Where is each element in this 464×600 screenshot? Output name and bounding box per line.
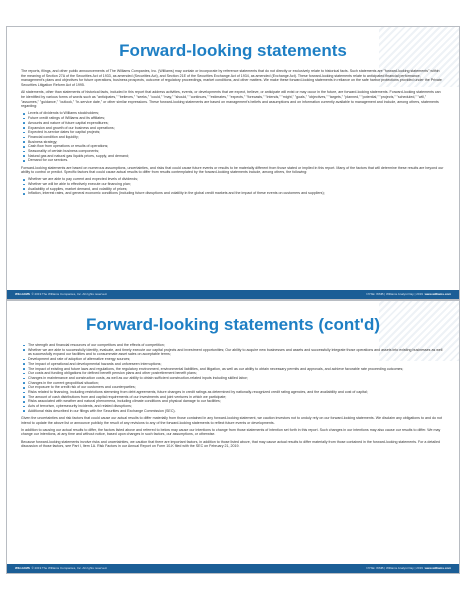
list-item: Additional risks described in our filings with the Securities and Exchange Commission (SEC). xyxy=(28,409,445,414)
bullet-list xyxy=(21,111,445,163)
list-item: The impact of operational and developmental hazards and unforeseen interruptions; xyxy=(28,362,445,367)
footer-copyright: © 2019 The Williams Companies, Inc. All rights reserved. xyxy=(31,566,108,570)
list-item: Our exposure to the credit risk of our customers and counterparties; xyxy=(28,385,445,390)
list-item: Our costs and funding obligations for defined benefit pension plans and other postretirement benefit plans; xyxy=(28,371,445,376)
paragraph: Given the uncertainties and risk factors that could cause our actual results to differ materially from those contained in any forward-looking statement, we caution investors not to unduly rely on our forward-looking statements. We disclaim any obligations to and do not intend to update the above list or announce publicly the result of any revisions to any of the forward-looking statements to reflect future events or developments. xyxy=(21,415,442,425)
footer-event: NYSE: WMB | Williams Analyst Day | 2019 xyxy=(366,292,423,296)
list-item: Demand for our services. xyxy=(28,158,445,163)
footer-right xyxy=(366,290,451,299)
footer-website: www.williams.com xyxy=(424,292,451,296)
list-item: Cash flow from operations or results of operations; xyxy=(28,144,445,149)
list-item: Changes in maintenance and construction costs, as well as our ability to obtain sufficient construction-related inputs including skilled labor; xyxy=(28,376,445,381)
list-item: Business strategy; xyxy=(28,140,445,145)
list-item: Acts of terrorism, cybersecurity incidents, and related disruptions; xyxy=(28,404,445,409)
list-item: Levels of dividends to Williams stockholders; xyxy=(28,111,445,116)
list-item: Risks related to financing, including restrictions stemming from debt agreements, future changes in credit ratings as determined by nationally-recognized credit rating agencies, and the availability and cost of capital; xyxy=(28,390,445,395)
list-item: Whether we will be able to effectively execute our financing plan; xyxy=(28,182,445,187)
list-item: Natural gas and natural gas liquids prices, supply, and demand; xyxy=(28,154,445,159)
footer-copyright: © 2019 The Williams Companies, Inc. All rights reserved. xyxy=(31,292,108,296)
footer-left xyxy=(15,564,107,573)
slide-body xyxy=(21,69,445,196)
paragraph: Because forward-looking statements involve risks and uncertainties, we caution that there are important factors, in addition to those listed above, that may cause actual results to differ materially from those contained in the forward-looking statements. For a detailed discussion of those factors, see Part I, Item 1A. Risk Factors in our Annual Report on Form 10-K filed with the SEC on February 21, 2019. xyxy=(21,439,441,449)
footer-brand: WILLIAMS xyxy=(15,566,30,570)
slide-forward-looking-statements xyxy=(6,26,460,300)
footer-left xyxy=(15,290,107,299)
slide-title: Forward-looking statements xyxy=(119,41,347,60)
list-item: Availability of supplies, market demand, and volatility of prices; xyxy=(28,187,445,192)
list-item: Inflation, interest rates, and general economic conditions (including future disruptions and volatility in the global credit markets and the impact of these events on customers and suppliers); xyxy=(28,191,445,196)
list-item: Changes in the current geopolitical situation; xyxy=(28,381,445,386)
slide-title: Forward-looking statements (cont'd) xyxy=(86,315,380,334)
slide-forward-looking-statements-contd xyxy=(6,300,460,574)
paragraph: In addition to causing our actual results to differ, the factors listed above and referred to below may cause our intentions to change from those statements of intention set forth in this report. Such changes in our intentions may also cause our results to differ. We may change our intentions, at any time and without notice, based upon changes in such factors, our assumptions, or otherwise. xyxy=(21,427,441,437)
list-item: The strength and financial resources of our competitors and the effects of competition; xyxy=(28,343,445,348)
list-item: Future credit ratings of Williams and its affiliates; xyxy=(28,116,445,121)
footer-event: NYSE: WMB | Williams Analyst Day | 2019 xyxy=(366,566,423,570)
slide-footer xyxy=(7,564,459,573)
slide-footer xyxy=(7,290,459,299)
list-item: Seasonality of certain business components; xyxy=(28,149,445,154)
list-item: Risks associated with weather and natural phenomena, including climate conditions and physical damage to our facilities; xyxy=(28,399,445,404)
list-item: Whether we are able to successfully identify, evaluate, and timely execute our capital projects and investment opportunities; Our ability to acquire new businesses and assets and successfully integrate those operations and assets into existing businesses as well as successfully expand our facilities and to consummate asset sales on acceptable terms; xyxy=(28,348,445,357)
list-item: Expected in-service dates for capital projects; xyxy=(28,130,445,135)
list-item: Amounts and nature of future capital expenditures; xyxy=(28,121,445,126)
bullet-list xyxy=(21,343,445,414)
footer-brand: WILLIAMS xyxy=(15,292,30,296)
footer-website: www.williams.com xyxy=(424,566,451,570)
slide-body xyxy=(21,343,445,449)
list-item: The impact of existing and future laws and regulations, the regulatory environment, environmental liabilities, and litigation, as well as our ability to obtain necessary permits and approvals, and achieve favorable rate proceeding outcomes; xyxy=(28,367,445,372)
footer-right xyxy=(366,564,451,573)
list-item: Whether we are able to pay current and expected levels of dividends; xyxy=(28,177,445,182)
list-item: Expansion and growth of our business and operations; xyxy=(28,126,445,131)
bullet-list xyxy=(21,177,445,196)
list-item: The amount of cash distributions from and capital requirements of our investments and joint ventures in which we participate; xyxy=(28,395,445,400)
list-item: Development and rate of adoption of alternative energy sources; xyxy=(28,357,445,362)
paragraph: The reports, filings, and other public announcements of The Williams Companies, Inc. (Williams) may contain or incorporate by reference statements that do not directly or exclusively relate to historical facts. Such statements are "forward-looking statements" within the meaning of Section 27A of the Securities Act of 1933, as amended (Securities Act), and Section 21E of the Securities Exchange Act of 1934, as amended (Exchange Act). These forward-looking statements relate to anticipated financial performance, management's plans and objectives for future operations, business prospects, outcome of regulatory proceedings, market conditions, and other matters. We make these forward-looking statements in reliance on the safe harbor protections provided under the Private Securities Litigation Reform Act of 1995. xyxy=(21,69,442,88)
paragraph: All statements, other than statements of historical facts, included in this report that address activities, events, or developments that we expect, believe, or anticipate will exist or may occur in the future, are forward-looking statements. Forward-looking statements can be identified by various forms of words such as "anticipates," "believes," "seeks," "could," "may," "should," "continues," "estimates," "expects," "forecasts," "intends," "might," "goals," "objectives," "targets," "planned," "potential," "projects," "scheduled," "will," "assumes," "guidance," "outlook," "in-service date," or other similar expressions. These forward-looking statements are based on management's beliefs and assumptions and on information currently available to management and include, among others, statements regarding: xyxy=(21,90,441,109)
list-item: Financial condition and liquidity; xyxy=(28,135,445,140)
paragraph: Forward-looking statements are based on numerous assumptions, uncertainties, and risks that could cause future events or results to be materially different from those stated or implied in this report. Many of the factors that will determine these results are beyond our ability to control or predict. Specific factors that could cause actual results to differ from results contemplated by the forward-looking statements include, among others, the following: xyxy=(21,165,444,175)
